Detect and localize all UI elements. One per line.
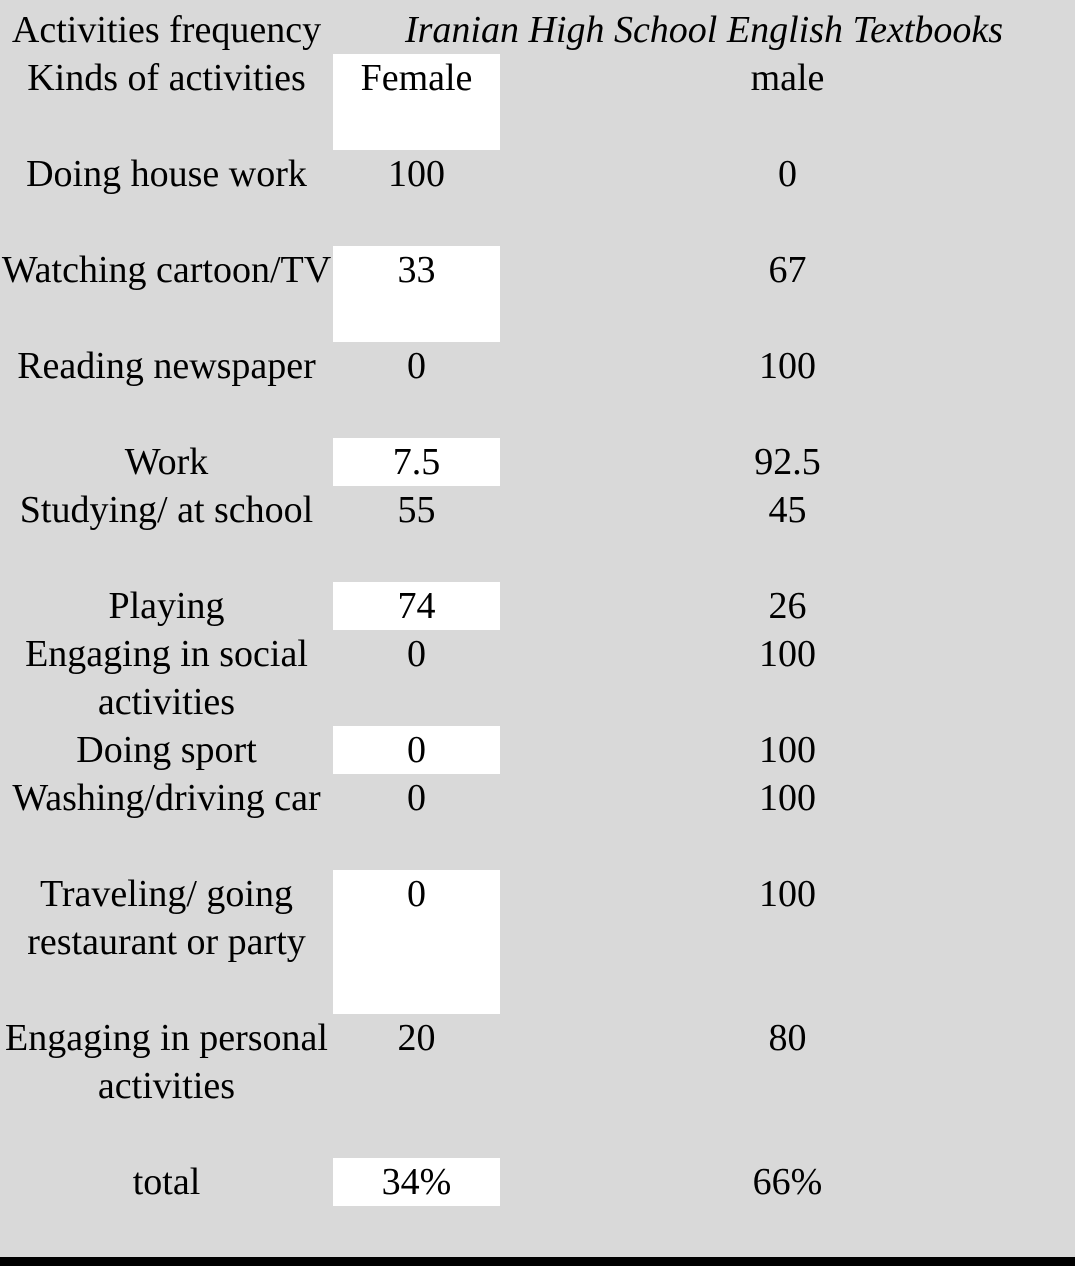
male-value: 80 xyxy=(768,1017,807,1059)
female-value: 74 xyxy=(333,582,500,630)
activity-name: Washing/driving car xyxy=(12,777,321,819)
male-value: 92.5 xyxy=(754,441,821,483)
activity-name: Engaging in social activities xyxy=(25,633,308,723)
header-row xyxy=(0,54,1075,150)
total-male: 66% xyxy=(752,1161,823,1203)
female-value: 33 xyxy=(333,246,500,342)
male-value: 100 xyxy=(759,777,816,819)
table-row xyxy=(0,870,1075,1014)
female-value: 0 xyxy=(407,345,426,387)
table-row xyxy=(0,726,1075,774)
table-row xyxy=(0,438,1075,486)
bottom-rule xyxy=(0,1257,1075,1266)
header-female: Female xyxy=(333,54,500,150)
female-value: 20 xyxy=(397,1017,436,1059)
male-value: 45 xyxy=(768,489,807,531)
female-value: 7.5 xyxy=(333,438,500,486)
table-row xyxy=(0,630,1075,726)
female-value: 0 xyxy=(407,633,426,675)
header-male: male xyxy=(750,57,825,99)
female-value: 0 xyxy=(333,870,500,1014)
title-row xyxy=(0,6,1075,54)
female-value: 55 xyxy=(397,489,436,531)
female-value: 0 xyxy=(407,777,426,819)
activity-name: Work xyxy=(124,441,209,483)
table-row xyxy=(0,582,1075,630)
female-value: 100 xyxy=(388,153,445,195)
male-value: 26 xyxy=(768,585,807,627)
table-row xyxy=(0,342,1075,438)
male-value: 100 xyxy=(759,729,816,771)
table-row xyxy=(0,774,1075,870)
male-value: 0 xyxy=(778,153,797,195)
activities-frequency-table xyxy=(0,6,1075,1206)
corner-label: Activities frequency xyxy=(11,9,322,51)
activity-name: Watching cartoon/TV xyxy=(1,249,332,291)
male-value: 100 xyxy=(759,633,816,675)
table-row xyxy=(0,1014,1075,1158)
header-activity-label: Kinds of activities xyxy=(27,57,306,99)
male-value: 100 xyxy=(759,873,816,915)
table-row xyxy=(0,150,1075,246)
male-value: 67 xyxy=(768,249,807,291)
female-value: 0 xyxy=(333,726,500,774)
table-row xyxy=(0,246,1075,342)
total-female: 34% xyxy=(333,1158,500,1206)
activity-name: Reading newspaper xyxy=(17,345,316,387)
activity-name: Studying/ at school xyxy=(19,489,314,531)
activity-name: Doing sport xyxy=(76,729,257,771)
male-value: 100 xyxy=(759,345,816,387)
total-label: total xyxy=(132,1161,201,1203)
activity-name: Playing xyxy=(108,585,225,627)
total-row xyxy=(0,1158,1075,1206)
activity-name: Doing house work xyxy=(26,153,307,195)
table-title: Iranian High School English Textbooks xyxy=(404,9,1004,51)
activity-name: Traveling/ going restaurant or party xyxy=(27,873,306,963)
activity-name: Engaging in personal activities xyxy=(5,1017,328,1107)
table-row xyxy=(0,486,1075,582)
